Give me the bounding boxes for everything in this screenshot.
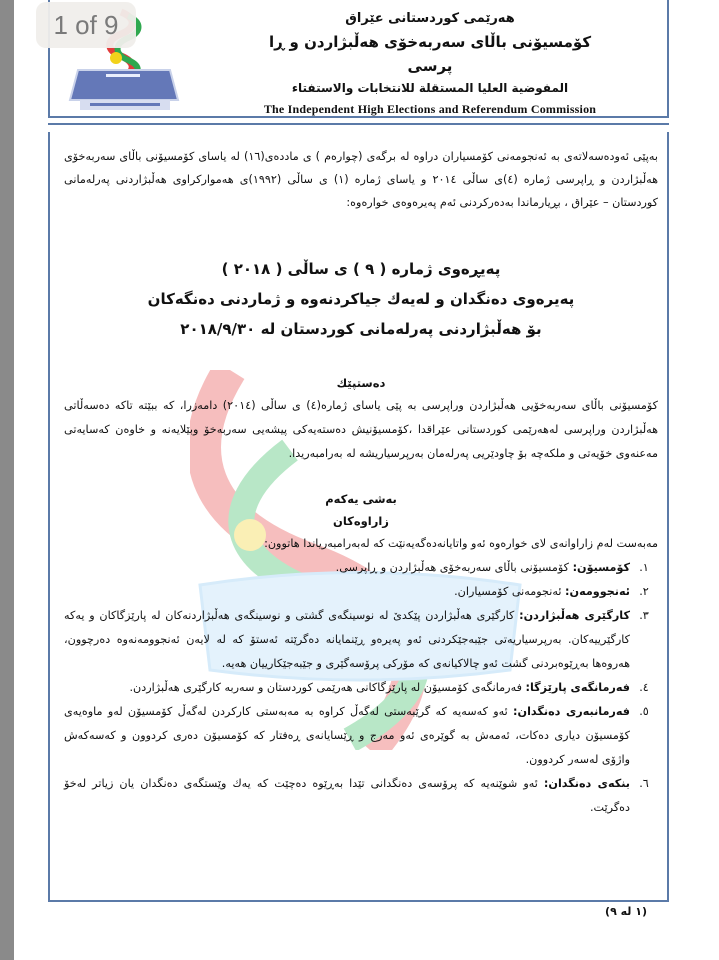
list-item: [64, 676, 658, 700]
item-term: کارگێری هەڵبژاردن:: [519, 609, 630, 622]
list-item: [64, 700, 658, 772]
page-indicator: 1 of 9: [36, 2, 136, 48]
item-number: ٥.: [639, 705, 649, 718]
list-item: [64, 772, 658, 820]
title-line-3: بۆ هەڵبژاردنی پەرلەمانی کوردستان لە ٢٠١٨/٩/٣٠: [180, 320, 542, 338]
item-term: ئەنجوومەن:: [565, 585, 630, 598]
intro-paragraph: بەپێی ئەودەسەلاتەی بە ئەنجومەنی کۆمسیاران دراوە لە برگەی (چوارەم ) ی ماددەی(١٦) لە یاسای کۆمسیۆنی باڵای سەربەخۆی هەڵبژاردن و ڕاپرسی ژمارە (٤)ی ساڵی ٢٠١٤ و یاسای ژمارە (١) ی ساڵی (١٩٩٢)ی هەموارکراوی هەڵبژاردنی پەرلەمانی کوردستان – عێراق ، بڕیارماندا بەدەرکردنی ئەم پەیرەوەی خوارەوە:: [64, 150, 658, 209]
viewer-edge: [0, 0, 14, 960]
region-name: هەرێمی کوردستانی عێراق: [345, 11, 515, 26]
item-term: فەرمانبەری دەنگدان:: [513, 705, 630, 718]
list-item: [64, 580, 658, 604]
definitions-list: [64, 556, 658, 820]
item-number: ٣.: [639, 609, 649, 622]
letterhead-rule: [48, 123, 669, 125]
item-text: کۆمسیۆنی باڵای سەربەخۆی هەڵبژاردن و ڕاپرسی.: [335, 561, 573, 574]
letterhead-text: [260, 8, 600, 119]
preamble-heading: دەستپێك: [336, 376, 386, 390]
title-line-1: پەیڕەوی ژمارە ( ٩ ) ی ساڵی ( ٢٠١٨ ): [221, 260, 501, 278]
item-text: ئەو کەسەیە کە گرێبەستی لەگەڵ کراوە بە مەبەستی کارکردن لەگەڵ کۆمسیۆن لەو ماوەیەی کۆمسیۆن دیاری دەکات، ئەمەش بە گوێرەی ئەو مەرج و ڕێسایانەی ڕەفتار کە کۆمسیۆن دەری کردوون و کەسەکەش واژۆی لەسەر کردوون.: [64, 705, 630, 766]
list-item: [64, 604, 658, 676]
regulation-title: [64, 254, 658, 344]
item-term: کۆمسیۆن:: [572, 561, 630, 574]
definitions-lead: مەبەست لەم زاراوانەی لای خوارەوە ئەو واتایانەدەگەیەنێت کە لەبەرامبەریاندا هاتوون:: [264, 537, 658, 550]
item-number: ٦.: [639, 777, 649, 790]
commission-name-kurdish: کۆمسیۆنی باڵای سەربەخۆی هەڵبژاردن و ڕا پرسی: [268, 33, 592, 75]
item-text: کارگێری هەڵبژاردن پێکدێ لە نوسینگەی گشتی و نوسینگەی هەڵبژاردنەکان لە پارێزگاکان و یەکە کارگێرییەکان. بەرپرسیاریەتی جێبەجێکردنی ئەو پەیرەو ڕێنمایانە دەگرێتە ئەستۆ کە لە لایەن ئەنجوومەنەوە دەرچوون، هەروەها بەڕێوەبردنی گشت ئەو چالاکیانەی کە مۆرکی پرۆسەگێری و جێبەجێکارییان هەیە.: [64, 609, 630, 670]
page-number: (١ لە ٩): [605, 905, 647, 918]
section-heading: بەشی یەکەم: [325, 492, 397, 506]
document-body: [64, 145, 658, 820]
item-text: فەرمانگەی کۆمسیۆن لە پارێزگاکانی هەرێمی کوردستان و سەربە کارگێری هەڵبژاردن.: [129, 681, 526, 694]
item-term: فەرمانگەی پارێزگا:: [525, 681, 630, 694]
commission-name-english: The Independent High Elections and Referendum Commission: [263, 102, 597, 116]
list-item: [64, 556, 658, 580]
section-subheading: زاراوەکان: [333, 514, 389, 528]
item-number: ٢.: [639, 585, 649, 598]
item-term: بنکەی دەنگدان:: [543, 777, 630, 790]
item-number: ١.: [639, 561, 649, 574]
title-line-2: پەیرەوی دەنگدان و لەیەك جیاکردنەوە و ژماردنی دەنگەکان: [147, 290, 575, 308]
item-text: ئەو شوێنەیە کە پرۆسەی دەنگدانی تێدا بەڕێوە دەچێت کە یەك وێستگەی دەنگدان یان زیاتر لەخۆ دەگرێت.: [64, 777, 630, 814]
item-text: ئەنجومەنی کۆمسیاران.: [454, 585, 566, 598]
commission-name-arabic: المفوضية العليا المستقلة للانتخابات والاستفتاء: [291, 81, 569, 95]
item-number: ٤.: [639, 681, 649, 694]
preamble-text: کۆمسیۆنی باڵای سەربەخۆیی هەڵبژاردن وراپرسی بە پێی یاسای ژمارە(٤) ی ساڵی (٢٠١٤) دامەزرا، کە ببێتە تاکە دەسەڵاتی هەڵبژاردن وراپرسی لەهەرێمی کوردستانی عێراقدا ،کۆمسیۆنیش دەستەیەکی پیشەیی سەربەخۆ وبێلایەنە و خاوەن کەسایەتی مەعنەوی خۆیەتی و ملکەچە بۆ چاودێریی پەرلەمان بەرپرسیاریشە لە بەرامبەریدا.: [64, 399, 658, 460]
